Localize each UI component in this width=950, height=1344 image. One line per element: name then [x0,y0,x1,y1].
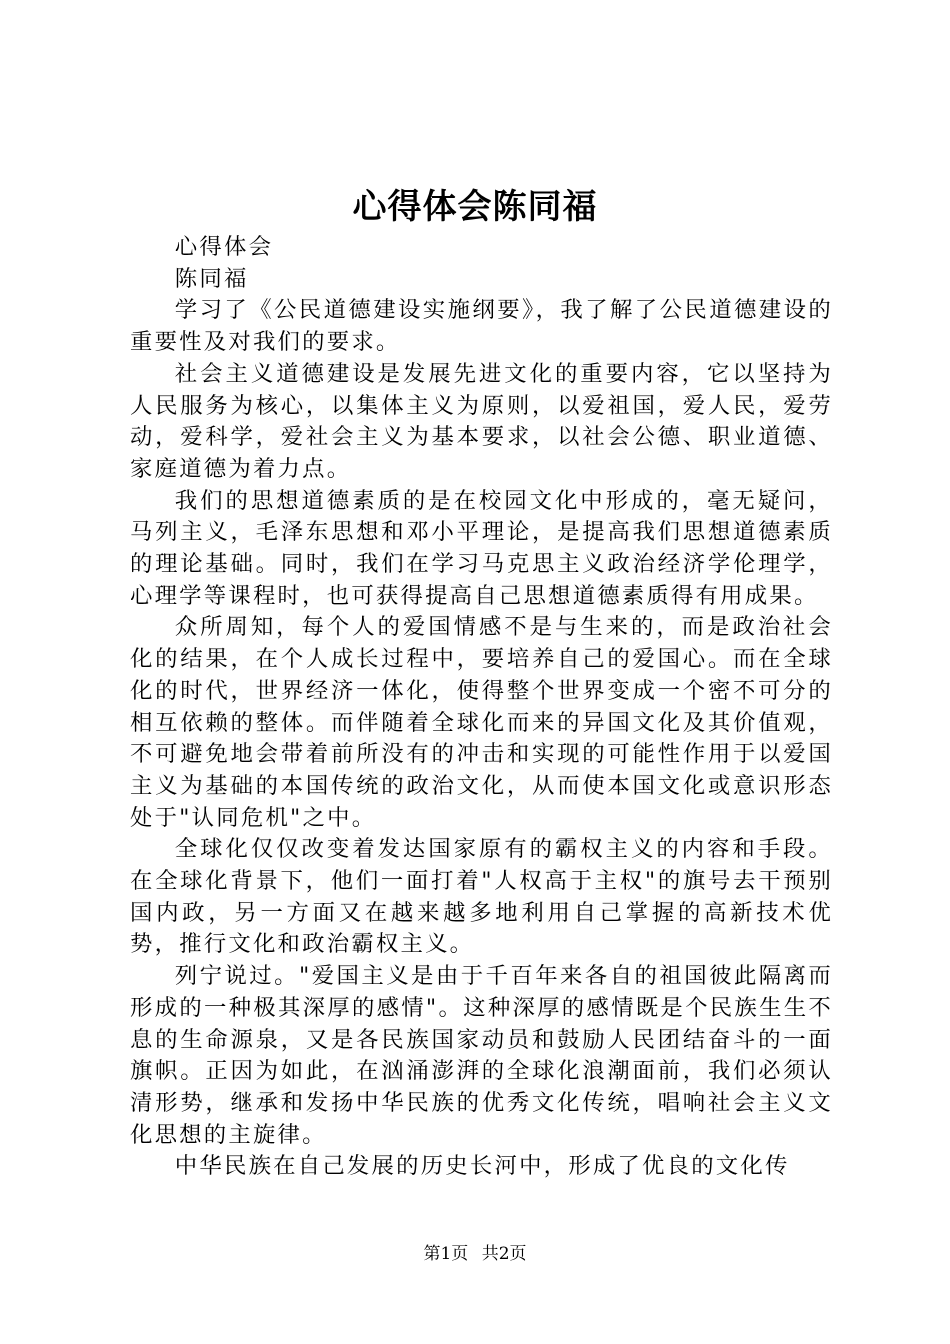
paragraph: 众所周知，每个人的爱国情感不是与生来的，而是政治社会化的结果，在个人成长过程中，要培养自己的爱国心。而在全球化的时代，世界经济一体化，使得整个世界变成一个密不可分的相互依赖的整体。而伴随着全球化而来的异国文化及其价值观，不可避免地会带着前所没有的冲击和实现的可能性作用于以爱国主义为基础的本国传统的政治文化，从而使本国文化或意识形态处于"认同危机"之中。 [130,614,833,831]
paragraph: 社会主义道德建设是发展先进文化的重要内容，它以坚持为人民服务为核心，以集体主义为原则，以爱祖国，爱人民，爱劳动，爱科学，爱社会主义为基本要求，以社会公德、职业道德、家庭道德为着力点。 [130,360,833,482]
paragraph-author: 陈同福 [174,265,249,292]
paragraph-heading: 心得体会 [174,234,274,260]
paragraph: 我们的思想道德素质的是在校园文化中形成的，毫无疑问，马列主义，毛泽东思想和邓小平理论，是提高我们思想道德素质的理论基础。同时，我们在学习马克思主义政治经济学伦理学，心理学等课程时，也可获得提高自己思想道德素质得有用成果。 [130,487,833,609]
document-title: 心得体会陈同福 [352,187,598,227]
paragraph: 学习了《公民道德建设实施纲要》，我了解了公民道德建设的重要性及对我们的要求。 [130,297,833,356]
paragraph: 列宁说过。"爱国主义是由于千百年来各自的祖国彼此隔离而形成的一种极其深厚的感情"。这种深厚的感情既是个民族生生不息的生命源泉，又是各民族国家动员和鼓励人民团结奋斗的一面旗帜。正因为如此，在汹涌澎湃的全球化浪潮面前，我们必须认清形势，继承和发扬中华民族的优秀文化传统，唱响社会主义文化思想的主旋律。 [130,963,833,1148]
document-body [130,232,833,1183]
paragraph: 全球化仅仅改变着发达国家原有的霸权主义的内容和手段。在全球化背景下，他们一面打着"人权高于主权"的旗号去干预别国内政，另一方面又在越来越多地利用自己掌握的高新技术优势，推行文化和政治霸权主义。 [130,836,833,958]
page-number: 第1页 [423,1244,469,1264]
paragraph: 中华民族在自己发展的历史长河中，形成了优良的文化传 [174,1153,790,1180]
page-footer [0,1242,950,1266]
page-total: 共2页 [481,1244,527,1264]
